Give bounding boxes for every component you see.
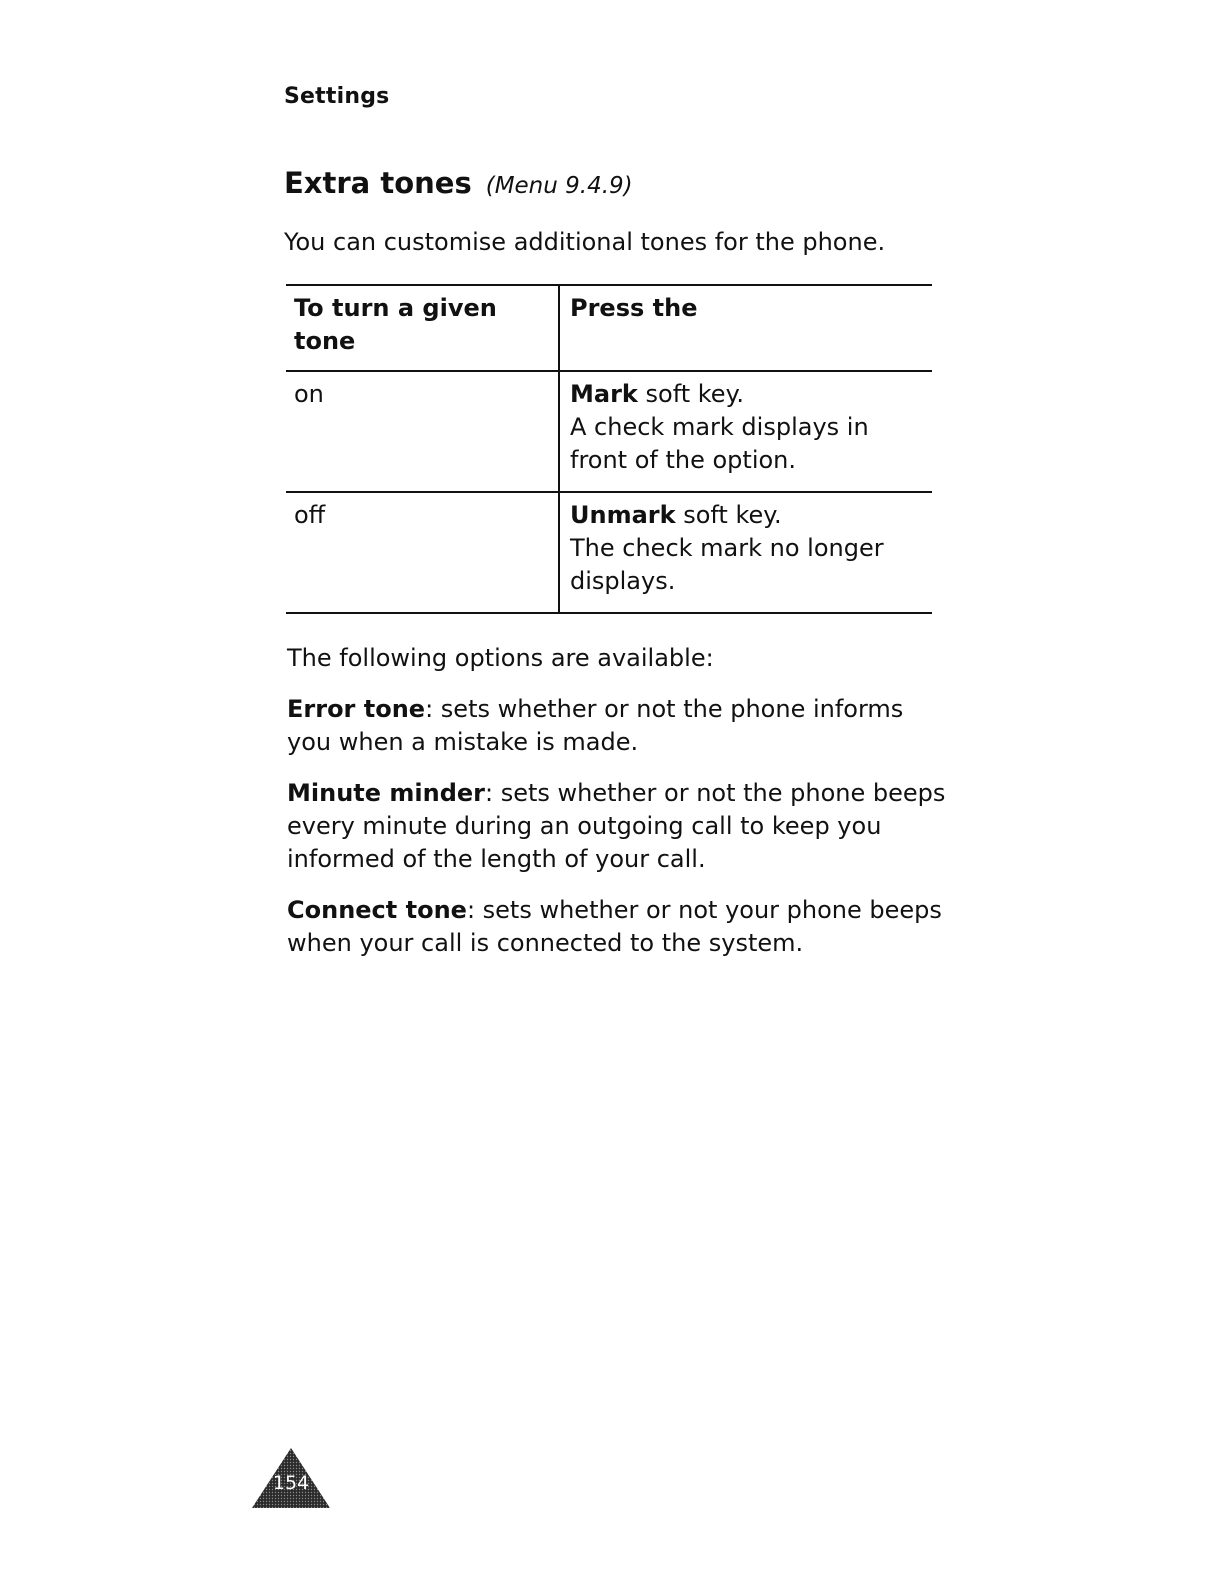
tone-table	[286, 284, 932, 614]
option-item	[287, 693, 947, 759]
soft-key-name: Mark	[570, 380, 638, 408]
options-block	[287, 642, 947, 978]
soft-key-suffix: soft key.	[675, 501, 782, 529]
section-title: Extra tones	[284, 166, 472, 200]
table-header-state: To turn a given tone	[286, 285, 559, 371]
table-row	[286, 492, 932, 613]
section-heading	[284, 166, 633, 200]
table-header-row	[286, 285, 932, 371]
menu-reference: (Menu 9.4.9)	[485, 173, 633, 199]
option-name: Minute minder	[287, 779, 485, 807]
option-name: Error tone	[287, 695, 426, 723]
option-item	[287, 894, 947, 960]
action-result: The check mark no longer displays.	[570, 534, 884, 595]
table-cell-action	[559, 371, 932, 492]
option-description: : sets whether or not the phone informs you when a mistake is made.	[287, 695, 904, 756]
option-description: : sets whether or not your phone beeps when your call is connected to the system.	[287, 896, 942, 957]
option-item	[287, 777, 947, 876]
page-number-badge	[250, 1446, 332, 1510]
page-number: 154	[272, 1472, 310, 1494]
options-intro: The following options are available:	[287, 644, 714, 672]
soft-key-name: Unmark	[570, 501, 676, 529]
table-cell-state: on	[286, 371, 559, 492]
option-description: : sets whether or not the phone beeps every minute during an outgoing call to keep you informed of the length of your call.	[287, 779, 946, 873]
action-result: A check mark displays in front of the option.	[570, 413, 869, 474]
table-cell-state: off	[286, 492, 559, 613]
option-name: Connect tone	[287, 896, 467, 924]
running-head: Settings	[284, 84, 390, 109]
table-header-action: Press the	[570, 294, 698, 322]
table-row	[286, 371, 932, 492]
intro-paragraph: You can customise additional tones for the phone.	[284, 228, 886, 256]
soft-key-suffix: soft key.	[637, 380, 744, 408]
table-cell-action	[559, 492, 932, 613]
